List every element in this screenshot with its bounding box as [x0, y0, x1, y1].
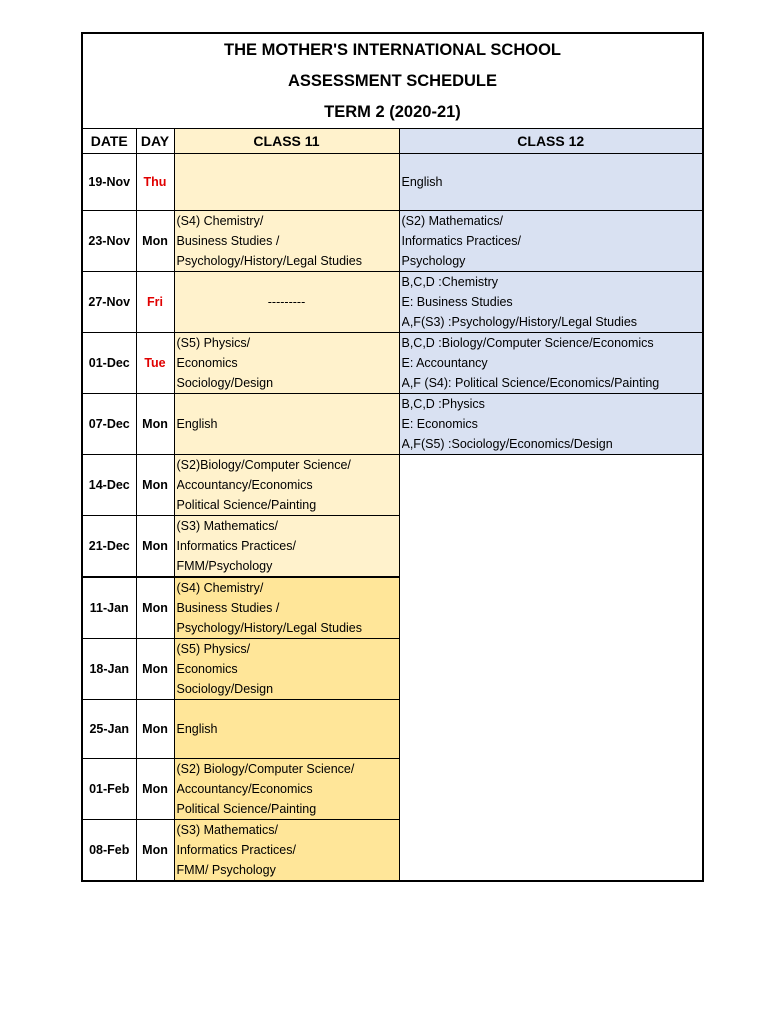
schedule-row: [83, 272, 702, 333]
class-12-cell: [399, 639, 702, 700]
class-11-subject-line: FMM/ Psychology: [176, 863, 276, 877]
class-12-cell: [399, 820, 702, 881]
column-header-class-11: CLASS 11: [174, 129, 399, 154]
schedule-title: ASSESSMENT SCHEDULE: [287, 72, 498, 90]
class-12-cell: [399, 759, 702, 820]
class-11-subject-line: Informatics Practices/: [176, 539, 296, 553]
day-cell: Fri: [136, 272, 174, 333]
class-12-subject-line: E: Business Studies: [401, 295, 513, 309]
class-11-subject-line: Political Science/Painting: [176, 802, 317, 816]
class-12-subject-line: English: [401, 175, 443, 189]
date-cell: 19-Nov: [83, 154, 136, 211]
class-11-subject-line: Economics: [176, 356, 238, 370]
class-11-subject-line: Business Studies /: [176, 234, 280, 248]
day-cell: Mon: [136, 577, 174, 639]
class-11-subject-line: (S5) Physics/: [176, 642, 251, 656]
class-11-subject-line: (S3) Mathematics/: [176, 519, 278, 533]
date-cell: 25-Jan: [83, 700, 136, 759]
school-name: THE MOTHER'S INTERNATIONAL SCHOOL: [224, 41, 561, 59]
schedule-row: [83, 394, 702, 455]
class-12-subject-line: B,C,D :Physics: [401, 397, 485, 411]
class-12-subject-line: Informatics Practices/: [401, 234, 521, 248]
class-12-subject-line: B,C,D :Biology/Computer Science/Economics: [401, 336, 654, 350]
class-11-subject-line: FMM/Psychology: [176, 559, 273, 573]
class-11-subject-line: Sociology/Design: [176, 682, 274, 696]
day-cell: Mon: [136, 394, 174, 455]
date-cell: 07-Dec: [83, 394, 136, 455]
class-11-subject-line: Economics: [176, 662, 238, 676]
class-11-cell: [174, 455, 399, 516]
class-11-cell: [174, 759, 399, 820]
class-12-cell: [399, 154, 702, 211]
class-11-subject-line: (S5) Physics/: [176, 336, 251, 350]
date-cell: 23-Nov: [83, 211, 136, 272]
schedule-row: [83, 333, 702, 394]
class-11-subject-line: ---------: [267, 295, 306, 309]
class-11-subject-line: (S2) Biology/Computer Science/: [176, 762, 355, 776]
schedule-row: [83, 820, 702, 881]
class-11-cell: [174, 577, 399, 639]
class-11-subject-line: Psychology/History/Legal Studies: [176, 621, 363, 635]
class-11-subject-line: Business Studies /: [176, 601, 280, 615]
class-11-subject-line: (S4) Chemistry/: [176, 581, 264, 595]
date-cell: 27-Nov: [83, 272, 136, 333]
term-label: TERM 2 (2020-21): [324, 103, 461, 121]
date-cell: 01-Dec: [83, 333, 136, 394]
date-cell: 21-Dec: [83, 516, 136, 578]
class-12-subject-line: A,F (S4): Political Science/Economics/Painting: [401, 376, 660, 390]
class-11-subject-line: (S4) Chemistry/: [176, 214, 264, 228]
class-11-subject-line: Accountancy/Economics: [176, 478, 313, 492]
schedule-row: [83, 639, 702, 700]
class-11-subject-line: (S2)Biology/Computer Science/: [176, 458, 351, 472]
schedule-row: [83, 211, 702, 272]
day-cell: Mon: [136, 455, 174, 516]
class-11-subject-line: Sociology/Design: [176, 376, 274, 390]
class-12-cell: [399, 516, 702, 578]
day-cell: Tue: [136, 333, 174, 394]
class-11-subject-line: Accountancy/Economics: [176, 782, 313, 796]
class-12-cell: [399, 272, 702, 333]
header-row: [83, 129, 702, 154]
day-cell: Thu: [136, 154, 174, 211]
title-block: [83, 34, 702, 129]
column-header-day: DAY: [136, 129, 174, 154]
class-12-subject-line: A,F(S5) :Sociology/Economics/Design: [401, 437, 613, 451]
class-12-subject-line: E: Economics: [401, 417, 478, 431]
day-cell: Mon: [136, 639, 174, 700]
day-cell: Mon: [136, 211, 174, 272]
schedule-row: [83, 455, 702, 516]
class-11-cell: [174, 211, 399, 272]
schedule-row: [83, 700, 702, 759]
class-11-subject-line: English: [176, 722, 218, 736]
column-header-date: DATE: [83, 129, 136, 154]
date-cell: 01-Feb: [83, 759, 136, 820]
schedule-row: [83, 154, 702, 211]
class-11-subject-line: Political Science/Painting: [176, 498, 317, 512]
day-cell: Mon: [136, 759, 174, 820]
date-cell: 11-Jan: [83, 577, 136, 639]
class-11-cell: [174, 394, 399, 455]
class-12-cell: [399, 577, 702, 639]
day-cell: Mon: [136, 820, 174, 881]
class-12-cell: [399, 700, 702, 759]
class-12-subject-line: (S2) Mathematics/: [401, 214, 503, 228]
class-12-cell: [399, 394, 702, 455]
class-12-subject-line: A,F(S3) :Psychology/History/Legal Studies: [401, 315, 638, 329]
class-12-subject-line: B,C,D :Chemistry: [401, 275, 499, 289]
class-11-cell: [174, 516, 399, 578]
class-12-subject-line: E: Accountancy: [401, 356, 488, 370]
day-cell: Mon: [136, 700, 174, 759]
date-cell: 08-Feb: [83, 820, 136, 881]
class-11-cell: [174, 272, 399, 333]
class-11-subject-line: (S3) Mathematics/: [176, 823, 278, 837]
schedule-sheet: [81, 32, 704, 882]
class-11-subject-line: Informatics Practices/: [176, 843, 296, 857]
date-cell: 14-Dec: [83, 455, 136, 516]
class-12-cell: [399, 333, 702, 394]
class-11-cell: [174, 333, 399, 394]
schedule-row: [83, 516, 702, 578]
schedule-row: [83, 759, 702, 820]
column-header-class-12: CLASS 12: [399, 129, 702, 154]
schedule-row: [83, 577, 702, 639]
class-11-cell: [174, 154, 399, 211]
day-cell: Mon: [136, 516, 174, 578]
class-12-cell: [399, 455, 702, 516]
class-12-cell: [399, 211, 702, 272]
schedule-table: [83, 129, 702, 880]
class-11-cell: [174, 820, 399, 881]
class-11-subject-line: English: [176, 417, 218, 431]
date-cell: 18-Jan: [83, 639, 136, 700]
class-11-cell: [174, 639, 399, 700]
class-11-subject-line: Psychology/History/Legal Studies: [176, 254, 363, 268]
class-11-cell: [174, 700, 399, 759]
class-12-subject-line: Psychology: [401, 254, 466, 268]
